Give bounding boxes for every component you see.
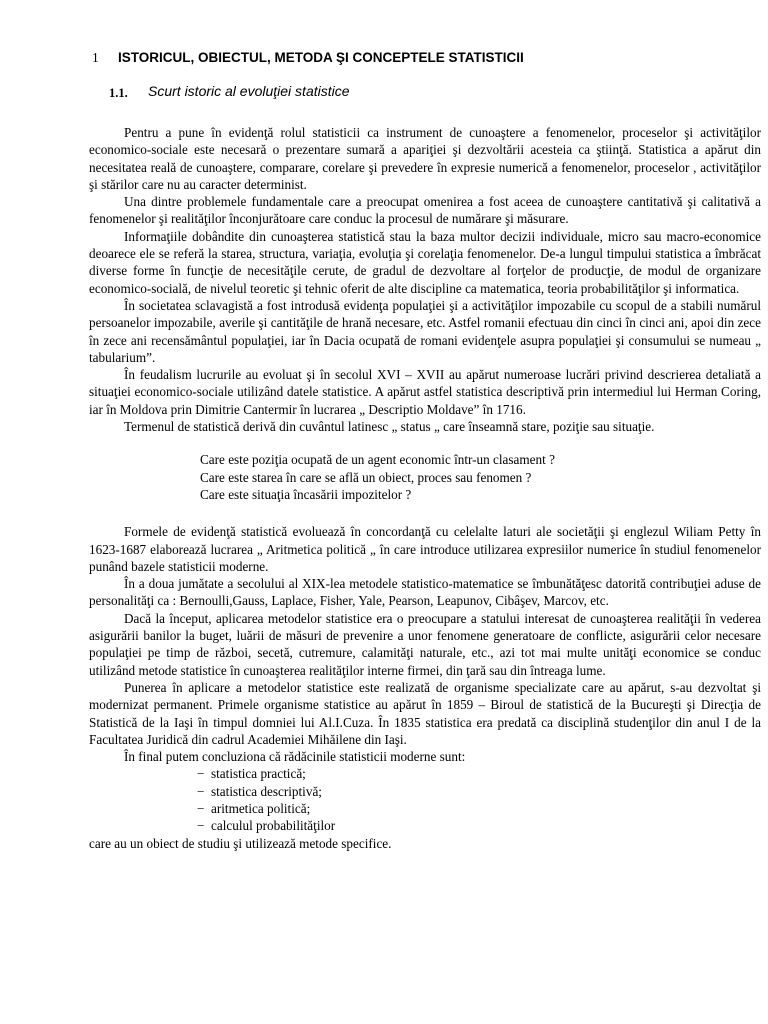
- section-title: Scurt istoric al evoluţiei statistice: [148, 83, 350, 99]
- paragraph: Informaţiile dobândite din cunoaşterea statistică stau la baza multor decizii individuale, micro sau macro-economice deoarece ele se referă la starea, structura, variaţia, evoluţia şi corelaţia fenomenelor. De-a lungul timpului statistica a îmbrăcat diverse forme în funcţie de necesităţile cerute, de gradul de dezvoltare al forţelor de producţie, de modul de organizare economico-socială, de nivelul teoretic şi tehnic oferit de alte discipline ca matematica, teoria probabilităţilor şi informatica.: [89, 228, 761, 296]
- chapter-number: 1: [92, 50, 99, 65]
- list-item-text: aritmetica politică;: [211, 800, 311, 816]
- question-item: Care este situaţia încasării impozitelor ?: [200, 486, 412, 502]
- dash-bullet: −: [197, 800, 205, 816]
- list-item: [197, 765, 761, 782]
- roots-list: [89, 765, 761, 834]
- paragraph: În feudalism lucrurile au evoluat şi în secolul XVI – XVII au apărut numeroase lucrări privind descrierea detaliată a situaţiei economico-sociale utilizând datele statistice. A apărut astfel statistica descriptivă prin intermediul lui Herman Coring, iar în Moldova prin Dimitrie Cantermir în lucrarea „ Descriptio Moldave” în 1716.: [89, 367, 761, 417]
- dash-bullet: −: [197, 766, 205, 782]
- list-item: [197, 817, 761, 834]
- paragraph: Formele de evidenţă statistică evoluează în concordanţă cu celelalte laturi ale societăţii şi englezul Wiliam Petty în 1623-1687 elaborează lucrarea „ Aritmetica politică „ în care introduce utilizarea expresiilor numerice în studiul fenomenelor punând bazele statisticii moderne.: [89, 524, 761, 574]
- dash-bullet: −: [197, 818, 205, 834]
- chapter-title: ISTORICUL, OBIECTUL, METODA ŞI CONCEPTELE STATISTICII: [118, 50, 524, 65]
- question-list: [89, 451, 761, 503]
- question-item: Care este starea în care se află un obiect, proces sau fenomen ?: [200, 469, 532, 485]
- paragraph: Termenul de statistică derivă din cuvântul latinesc „ status „ care înseamnă stare, poziţie sau situaţie.: [124, 419, 655, 435]
- paragraph: În final putem concluziona că rădăcinile statisticii moderne sunt:: [124, 749, 466, 765]
- section-heading: [109, 83, 350, 101]
- closing-line: care au un obiect de studiu şi utilizează metode specifice.: [89, 835, 392, 851]
- section-number: 1.1.: [109, 86, 128, 100]
- paragraph: Pentru a pune în evidenţă rolul statisticii ca instrument de cunoaştere a fenomenelor, proceselor şi activităţilor economico-sociale este necesară o prezentare sumară a apariţiei şi dezvoltării acesteia ca ştiinţă. Statistica a apărut din necesitatea reală de cunoaştere, comparare, corelare şi prevedere în expresie numerică a fenomenelor, proceselor , activităţilor şi stărilor care nu au caracter determinist.: [89, 125, 761, 192]
- list-item-text: statistica descriptivă;: [211, 783, 322, 799]
- document-body: [89, 124, 761, 852]
- list-item: [197, 800, 761, 817]
- list-item: [197, 783, 761, 800]
- paragraph: Una dintre problemele fundamentale care a preocupat omenirea a fost aceea de cunoaştere cantitativă şi calitativă a fenomenelor şi realităţilor înconjurătoare care conduc la procesul de numărare şi măsurare.: [89, 194, 761, 227]
- list-item-text: statistica practică;: [211, 766, 306, 782]
- paragraph: Dacă la început, aplicarea metodelor statistice era o preocupare a statului interesat de cunoaşterea realităţii în vederea asigurării banilor la buget, luării de măsuri de prevenire a unor fenomene generatoare de conflicte, asigurării celor necesare populaţiei pe timp de război, secetă, cutremure, calamităţi naturale, etc., azi tot mai multe unităţi economice se conduc utilizând metode statistice în cunoaşterea realităţilor interne firmei, din ţară sau din întreaga lume.: [89, 610, 761, 678]
- question-item: Care este poziţia ocupată de un agent economic într-un clasament ?: [200, 452, 555, 468]
- paragraph: În societatea sclavagistă a fost introdusă evidenţa populaţiei şi a activităţilor impozabile cu scopul de a stabili numărul persoanelor impozabile, averile şi cantităţile de hrană necesare, etc. Astfel romanii efectuau din cinci în cinci ani, apoi din zece în zece ani recensământul populaţiei, iar în Dacia ocupată de romani evidenţele asupra populaţiei şi consumului se numeau „ tabularium”.: [89, 297, 761, 365]
- list-item-text: calculul probabilităţilor: [211, 818, 336, 834]
- dash-bullet: −: [197, 783, 205, 799]
- paragraph: În a doua jumătate a secolului al XIX-lea metodele statistico-matematice se îmbunătăţesc datorită contribuţiei aduse de personalităţi ca : Bernoulli,Gauss, Laplace, Fisher, Yale, Pearson, Leapunov, Cibâşev, Marcov, etc.: [89, 576, 761, 609]
- chapter-heading: [92, 50, 524, 66]
- paragraph: Punerea în aplicare a metodelor statistice este realizată de organisme specializate care au apărut, s-au dezvoltat şi modernizat permanent. Primele organisme statistice au apărut în 1859 – Biroul de statistică de la Bucureşti şi Direcţia de Statistică de la Iaşi în timpul domniei lui Al.I.Cuza. În 1835 statistica era predată ca disciplină studenţilor din anul I de la Facultatea Juridică din cadrul Academiei Mihăilene din Iaşi.: [89, 679, 761, 747]
